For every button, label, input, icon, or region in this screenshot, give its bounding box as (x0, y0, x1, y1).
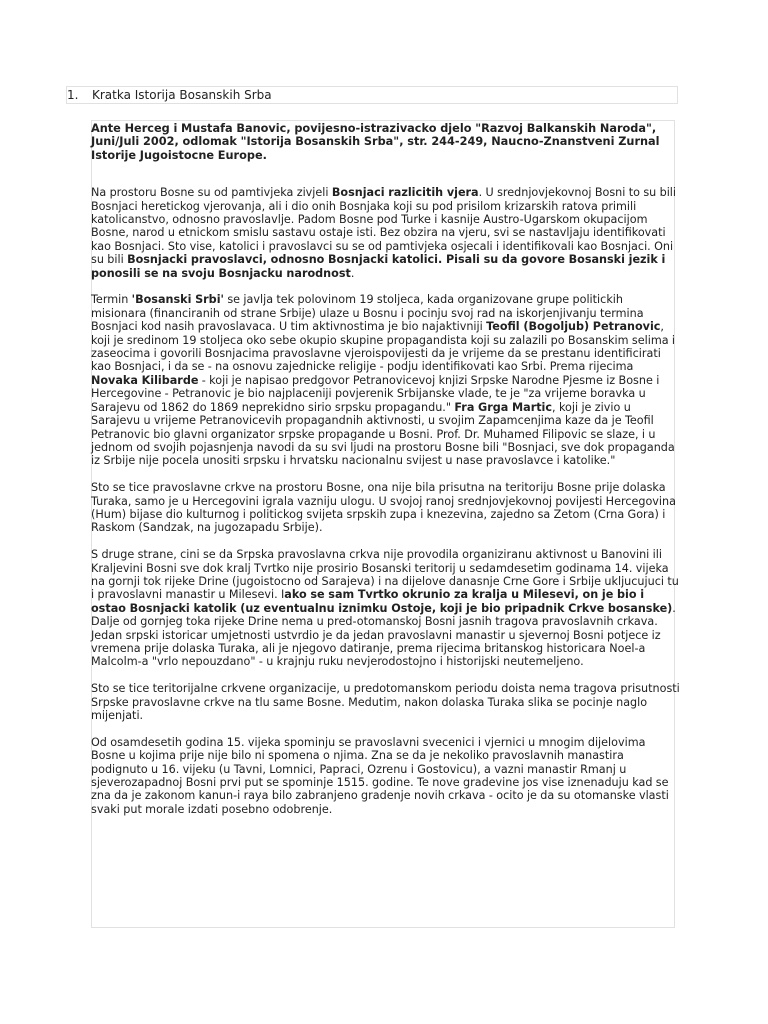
text-run: , koji je zivio u Sarajevu u vrijeme Petranovicevih propagandnih aktivnosti, u svojim Zapamcenjima kaze da je Teofil Petranovic bio glavni organizator srpske propagande u Bosni. Prof. Dr. Muhamed Filipovic se slaze, i u jednom od svojih pojasnjenja navodi da su svi ljudi na prostoru Bosne bili "Bosnjaci, sve dok propaganda iz Srbije nije pocela unositi srpsku i hrvatsku nacionalnu svijest u nase pravoslavce i katolike." (91, 400, 675, 468)
bold-text: Teofil (Bogoljub) Petranovic (486, 320, 661, 334)
text-run: Na prostoru Bosne su od pamtivjeka zivjeli (91, 186, 332, 200)
text-run: . Dalje od gornjeg toka rijeke Drine nema u pred-otomanskoj Bosni jasnih tragova pravoslavnih crkava. Jedan srpski istoricar umjetnosti ustvrdio je da jedan pravoslavni manastir u sjevernoj Bosni potjece iz vremena prije dolaska Turaka, ali je njegovo datiranje, prema rijecima britanskog historicara Noel-a Malcolm-a "vrlo nepouzdano" - u krajnju ruku nevjerodostojno i historijski neutemeljeno. (91, 601, 676, 669)
bold-text: 'Bosanski Srbi' (131, 293, 224, 307)
paragraph-2 (91, 293, 681, 467)
list-number: 1. (67, 88, 79, 102)
text-run: se javlja tek polovinom 19 stoljeca, kada organizovane grupe politickih misionara (financiranih od strane Srbije) ulaze u Bosnu i pocinju svoj rad na iskorjenjivanju termina Bosnjaci kod nasih pravoslavaca. U tim aktivnostima je bio najaktivniji (91, 293, 644, 334)
bold-text: ako se sam Tvrtko okrunio za kralja u Milesevi, on je bio i ostao Bosnjacki katolik (uz eventualnu iznimku Ostoje, koji je bio pripadnik Crkve bosanske) (91, 588, 673, 615)
text-run: . (350, 266, 355, 280)
list-item-title: Kratka Istorija Bosanskih Srba (92, 88, 272, 102)
paragraph-1 (91, 186, 681, 280)
bold-text: Bosnjacki pravoslavci, odnosno Bosnjacki katolici. Pisali su da govore Bosanski jezik i ponosili se na svoju Bosnjacku narodnost (91, 253, 666, 280)
article-content (91, 120, 681, 830)
text-run: S druge strane, cini se da Srpska pravoslavna crkva nije provodila organiziranu aktivnost u Banovini ili Kraljevini Bosni sve dok kralj Tvrtko nije prosirio Bosanski teritorij u sedamdesetim godinama 14. vijeka na gornji tok rijeke Drine (jugoistocno od Sarajeva) i na dijelove danasnje Crne Gore i Srbije ukljucujuci tu i pravoslavni manastir u Milesevi. I (91, 548, 679, 602)
paragraph-6: Od osamdesetih godina 15. vijeka spominju se pravoslavni svecenici i vjernici u mnogim dijelovima Bosne u kojima prije nije bilo ni spomena o njima. Zna se da je nekoliko pravoslavnih manastira podignuto u 16. vijeku (u Tavni, Lomnici, Papraci, Ozrenu i Gostovicu), a vazni manastir Rmanj u sjeverozapadnoj Bosni prvi put se spominje 1515. godine. Te nove gradevine jos vise iznenaduju kad se zna da je zakonom kanun-i raya bilo zabranjeno gradenje novih crkava - ocito je da su otomanske vlasti svaki put morale izdati posebno odobrenje. (91, 735, 669, 816)
source-attribution: Ante Herceg i Mustafa Banovic, povijesno-istrazivacko djelo "Razvoj Balkanskih Naroda", Juni/Juli 2002, odlomak "Istorija Bosanskih Srba", str. 244-249, Naucno-Znanstveni Zurnal Istorije Jugoistocne Europe. (91, 122, 660, 162)
text-run: , koji je sredinom 19 stoljeca oko sebe okupio skupine propagandista koji su zalazili po Bosanskim selima i zaseocima i govorili Bosnjacima pravoslavne vjeroispovijesti da je vrijeme da se prestanu identificirati kao Bosnjaci, i da se - na osnovu zajednicke religije - podju identifikovati kao Srbi. Prema rijecima (91, 320, 676, 374)
paragraph-3: Sto se tice pravoslavne crkve na prostoru Bosne, ona nije bila prisutna na teritoriju Bosne prije dolaska Turaka, samo je u Hercegovini igrala vazniju ulogu. U svojoj ranoj srednjovjekovnoj povijesti Hercegovina (Hum) bijase dio kulturnog i politickog svijeta srpskih zupa i knezevina, zajedno sa Zetom (Crna Gora) i Raskom (Sandzak, na jugozapadu Srbije). (91, 481, 676, 535)
bold-text: Novaka Kilibarde (91, 373, 199, 387)
text-run: - koji je napisao predgovor Petranovicevoj knjizi Srpske Narodne Pjesme iz Bosne i Hercegovine - Petranovic je bio najplaceniji povjerenik Srbijanske vlade, te je "za vrijeme boravka u Sarajevu od 1862 do 1869 neprekidno sirio srpsku propagandu." (91, 373, 660, 414)
bold-text: Fra Grga Martic (454, 400, 553, 414)
text-run: . U srednjovjekovnoj Bosni to su bili Bosnjaci heretickog vjerovanja, ali i dio onih Bosnjaka koji su pod prisilom krizarskih ratova primili katolicanstvo, odnosno pravoslavlje. Padom Bosne pod Turke i kasnije Austro-Ugarskom okupacijom Bosne, narod u etnickom smislu sastavu ostaje isti. Bez obzira na vjeru, svi se nastavljaju identifikovati kao Bosnjaci. Sto vise, katolici i pravoslavci su se od pamtivjeka osjecali i identifikovali kao Bosnjaci. Oni su bili (91, 186, 677, 267)
text-run: Termin (91, 293, 132, 307)
paragraph-5: Sto se tice teritorijalne crkvene organizacije, u predotomanskom periodu doista nema tragova prisutnosti Srpske pravoslavne crkve na tlu same Bosne. Medutim, nakon dolaska Turaka slika se pocinje naglo mijenjati. (91, 682, 680, 722)
paragraph-4 (91, 548, 681, 669)
bold-text: Bosnjaci razlicitih vjera (331, 186, 479, 200)
list-item-heading (66, 86, 678, 104)
